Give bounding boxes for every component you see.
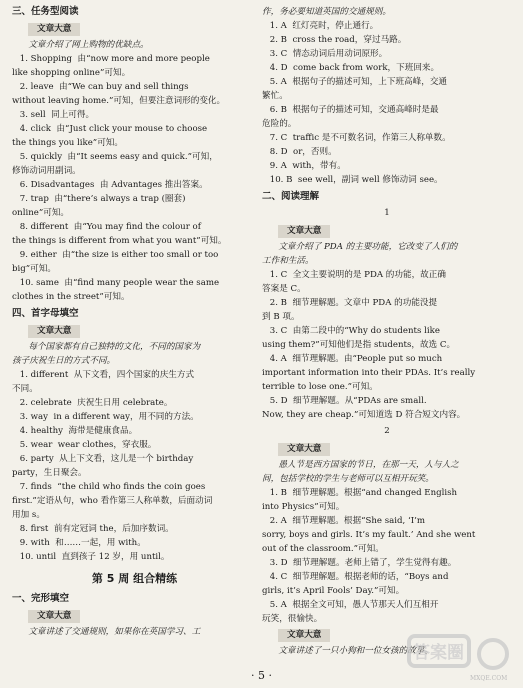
answer-line: 用加 s。 [12,510,45,520]
answer-line: 2. B cross the road，穿过马路。 [269,35,407,45]
section-heading: 二、阅读理解 [262,191,320,202]
answer-line: clothes in the street”可知。 [12,292,130,302]
answer-line: 3. D 细节理解题。老师上错了，学生觉得有趣。 [269,558,457,568]
answer-line: 2. A 细节理解题。根据“She said, ‘I’m [269,516,425,526]
answer-line: big”可知。 [12,264,56,274]
answer-line: 9. A with，带有。 [269,161,346,171]
answer-line: 5. quickly 由“It seems easy and quick.”可知， [19,152,218,162]
answer-line: into Physics”可知。 [262,502,345,512]
answer-line: 10. B see well，副词 well 修饰动词 see。 [269,175,443,185]
answer-line: party，生日聚会。 [12,468,87,478]
answer-line: 3. sell 同上可得。 [19,110,95,120]
answer-line: 修饰动词用副词。 [12,166,81,176]
summary-tag: 文章大意 [28,610,80,623]
answer-line: girls, it’s April Fools’ Day.”可知。 [262,586,405,596]
answer-line: 2. leave 由“We can buy and sell things [19,82,189,92]
answer-line: 5. A 根据全文可知，愚人节那天人们互相开 [269,600,439,610]
answer-line: 1. Shopping 由“now more and more people [19,54,210,64]
answer-line: 3. C 情态动词后用动词原形。 [269,49,388,59]
answer-line: like shopping online”可知。 [12,68,131,78]
answer-line: 1. A 红灯亮时，停止通行。 [269,21,379,31]
left-column [12,5,257,639]
answer-line: 8. different 由“You may find the colour of [19,222,201,232]
answer-line: 1. C 全文主要说明的是 PDA 的功能，故正确 [269,270,446,280]
answer-line: 6. party 从上下文看，这儿是一个 birthday [19,454,194,464]
answer-line: 5. A 根据句子的描述可知，上下班高峰，交通 [269,77,448,87]
answer-line: first.”定语从句，who 看作第三人称单数，后面动词 [12,496,213,506]
answer-line: 9. with 和……一起，用 with。 [19,538,146,548]
passage-number: 2 [384,426,390,436]
answer-line: 10. until 直到孩子 12 岁，用 until。 [19,552,170,562]
summary-tag: 文章大意 [278,629,330,642]
answer-line: 文章讲述了交通规则，如果你在英国学习、工 [28,627,201,637]
answer-line: 到 B 项。 [262,312,300,322]
answer-line: 文章讲述了一只小狗和一位女孩的故事。 [278,646,434,656]
answer-line: 1. different 从下文看，四个国家的庆生方式 [19,370,195,380]
answer-line: 7. C traffic 是不可数名词，作第三人称单数。 [269,133,451,143]
answer-line: sorry, boys and girls. It’s my fault.’ And she went [262,530,476,540]
answer-line: 文章介绍了 PDA 的主要功能，它改变了人们的 [278,242,458,252]
answer-line: 答案是 C。 [262,284,306,294]
answer-line: 4. A 细节理解题。由“People put so much [269,354,443,364]
answer-line: 6. Disadvantages 由 Advantages 推出答案。 [19,180,208,190]
summary-tag: 文章大意 [278,225,330,238]
section-heading: 一、完形填空 [12,593,70,604]
watermark-caption: MXQE.COM [470,675,508,682]
answer-line: 文章介绍了网上购物的优缺点。 [28,40,149,50]
answer-line: online”可知。 [12,208,70,218]
answer-line: the things you like”可知。 [12,138,123,148]
answer-line: terrible to lose one.”可知。 [262,382,378,392]
answer-line: without leaving home.”可知，但要注意词形的变化。 [12,96,226,106]
answer-line: 4. click 由“Just click your mouse to choose [19,124,208,134]
passage-number: 1 [384,208,390,218]
answer-line: 7. finds “the child who finds the coin goes [19,482,206,492]
section-heading: 四、首字母填空 [12,308,79,319]
answer-line: 2. B 细节理解题。文章中 PDA 的功能没提 [269,298,438,308]
answer-line: Now, they are cheap.”可知道选 D 符合短文内容。 [262,410,466,420]
answer-line: 孩子庆祝生日的方式不同。 [12,356,116,366]
answer-line: 4. D come back from work，下班回来。 [269,63,440,73]
right-column [262,5,512,658]
summary-tag-row [12,20,257,38]
answer-line: 10. same 由“find many people wear the same [19,278,220,288]
summary-tag: 文章大意 [278,443,330,456]
answer-line: 3. C 由第二段中的“Why do students like [269,326,440,336]
answer-line: 作，务必要知道英国的交通规则。 [262,7,391,17]
answer-line: important information into their PDAs. It’s really [262,368,476,378]
answer-line: 6. B 根据句子的描述可知，交通高峰时是最 [269,105,439,115]
answer-line: 3. way in a different way，用不同的方法。 [19,412,199,422]
summary-tag: 文章大意 [28,325,80,338]
answer-line: 9. either 由“the size is either too small or too [19,250,219,260]
answer-line: 5. wear wear clothes，穿衣服。 [19,440,157,450]
svg-text:答案圈: 答案圈 [413,643,464,663]
week-title: 第 5 周 组合精练 [91,572,178,585]
summary-tag-row [262,222,512,240]
answer-line: 每个国家都有自己独特的文化，不同的国家为 [28,342,201,352]
answer-line: 不同。 [12,384,38,394]
summary-tag-row [12,322,257,340]
answer-line: 4. C 细节理解题。根据老师的话，“Boys and [269,572,449,582]
answer-line: 2. celebrate 庆祝生日用 celebrate。 [19,398,173,408]
answer-line: 繁忙。 [262,91,288,101]
answer-line: 危险的。 [262,119,297,129]
summary-tag-row [12,607,257,625]
answer-line: 1. B 细节理解题。根据“and changed English [269,488,458,498]
answer-line: 8. D or，否则。 [269,147,337,157]
answer-line: 玩笑，很愉快。 [262,614,323,624]
answer-line: 8. first 前有定冠词 the，后加序数词。 [19,524,174,534]
answer-line: 4. healthy 海带是健康食品。 [19,426,138,436]
answer-line: out of the classroom.”可知。 [262,544,384,554]
section-heading: 三、任务型阅读 [12,6,79,17]
answer-line: 间，包括学校的学生与老师可以互相开玩笑。 [262,474,434,484]
answer-line: 7. trap 由“there’s always a trap (圈套) [19,194,186,204]
summary-tag-row [262,440,512,458]
answer-line: the things is different from what you want”可知。 [12,236,227,246]
summary-tag: 文章大意 [28,23,80,36]
answer-line: 5. D 细节理解题。从“PDAs are small. [269,396,427,406]
page-number: · 5 · [251,669,272,682]
answer-line: using them?”可知他们是指 students，故选 C。 [262,340,456,350]
answer-line: 工作和生活。 [262,256,314,266]
answer-line: 愚人节是西方国家的节日，在那一天，人与人之 [278,460,459,470]
